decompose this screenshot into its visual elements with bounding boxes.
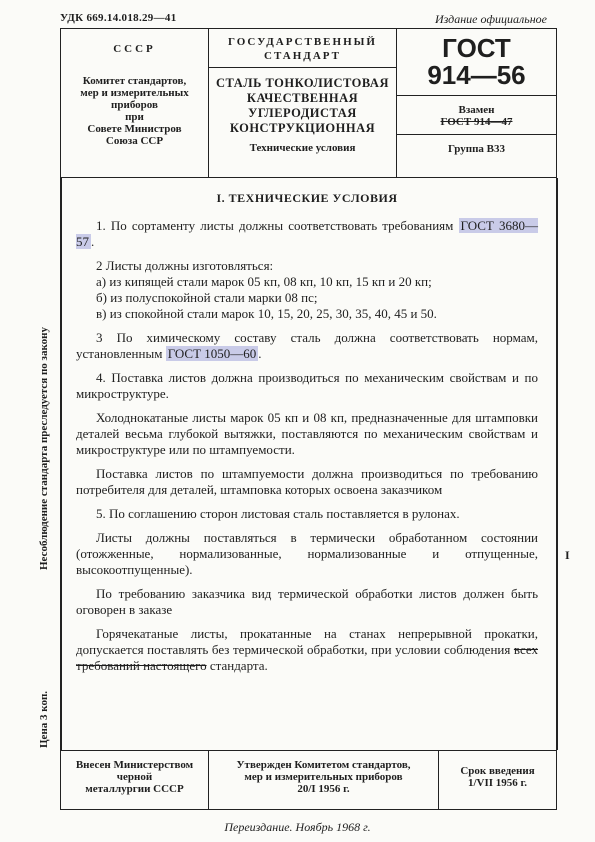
paragraph: Холоднокатаные листы марок 05 кп и 08 кп, предназначенные для штамповки деталей весьма глубокой вытяжки, поставляются по механическим свойствам и микроструктуре или по штампуемости. — [76, 410, 538, 457]
header-table — [60, 28, 557, 178]
paragraph: 4. Поставка листов должна производиться по механическим свойствам и по микроструктуре. — [76, 370, 538, 401]
footer-line: Утвержден Комитетом стандартов, — [236, 759, 411, 771]
state-standard-line: СТАНДАРТ — [264, 50, 341, 62]
list-item: б) из полуспокойной стали марки 08 пс; — [96, 290, 318, 305]
reissue-note: Переиздание. Ноябрь 1968 г. — [224, 820, 371, 834]
title-line: СТАЛЬ ТОНКОЛИСТОВАЯ — [215, 76, 389, 90]
committee-line: приборов — [111, 99, 158, 111]
replaces-value: ГОСТ 914—47 — [440, 116, 513, 128]
footer-line: Внесен Министерством — [75, 759, 194, 771]
udk-code: УДК 669.14.018.29—41 — [60, 12, 177, 24]
paragraph: 5. По соглашению сторон листовая сталь поставляется в рулонах. — [96, 506, 460, 521]
committee-text — [61, 75, 208, 147]
committee-line: Совете Министров — [87, 123, 182, 135]
replaces-box — [397, 96, 556, 135]
committee-line: мер и измерительных — [80, 87, 189, 99]
document-body — [76, 190, 538, 682]
gost-reference-link[interactable]: ГОСТ 1050—60 — [167, 346, 257, 361]
header-title-cell — [209, 29, 397, 177]
list-item: в) из спокойной стали марок 10, 15, 20, 25, 30, 35, 40, 45 и 50. — [96, 306, 437, 321]
footer-line: мер и измерительных приборов — [244, 771, 403, 783]
paragraph — [76, 626, 538, 674]
price-note: Цена 3 коп. — [38, 690, 50, 748]
committee-line: Комитет стандартов, — [82, 75, 187, 87]
gost-reference-link[interactable]: ГОСТ 3680—57 — [76, 218, 538, 249]
introduced-by-cell — [61, 751, 209, 809]
title-line: КОНСТРУКЦИОННАЯ — [229, 121, 376, 135]
gost-number: 914—56 — [427, 60, 526, 90]
paragraph — [76, 218, 538, 250]
edition-note: Издание официальное — [434, 12, 547, 26]
footer-line: металлургии СССР — [85, 783, 184, 795]
footer-line: 20/I 1956 г. — [297, 783, 350, 795]
header-issuer-cell — [61, 29, 209, 177]
right-border — [556, 178, 558, 750]
paragraph-text: стандарта. — [206, 658, 268, 673]
law-notice: Несоблюдение стандарта преследуется по закону — [38, 327, 50, 570]
document-subtitle: Технические условия — [249, 142, 356, 154]
struck-text: всех требований настоящего — [76, 642, 538, 673]
section-title: I. ТЕХНИЧЕСКИЕ УСЛОВИЯ — [216, 191, 398, 205]
gost-number-box — [397, 29, 556, 96]
paragraph-text: 3 По химическому составу сталь должна соответствовать нормам, установленным — [76, 330, 538, 361]
paragraph-text: 1. По сортаменту листы должны соответствовать требованиям — [96, 218, 459, 233]
state-standard-line: ГОСУДАРСТВЕННЫЙ — [228, 36, 377, 48]
header-gost-cell — [397, 29, 556, 177]
paragraph: Листы должны поставляться в термически обработанном состоянии (отожженные, нормализованные, нормализованные и отпущенные, высокоотпущенные). — [76, 530, 538, 577]
paragraph: По требованию заказчика вид термической обработки листов должен быть оговорен в заказе — [76, 586, 538, 617]
ussr-label: СССР — [113, 43, 156, 55]
approved-by-cell — [209, 751, 439, 809]
effective-date-cell — [439, 751, 556, 809]
group-code: Группа В33 — [447, 143, 506, 155]
footer-line: 1/VII 1956 г. — [467, 777, 528, 789]
paragraph-text: Горячекатаные листы, прокатанные на станах непрерывной прокатки, допускается поставлять без термической обработки, при условии соблюдения — [76, 626, 538, 657]
committee-line: при — [125, 111, 144, 123]
state-standard-label — [209, 35, 396, 68]
title-line: УГЛЕРОДИСТАЯ — [248, 106, 357, 120]
footer-line: Срок введения — [460, 765, 535, 777]
list-item: а) из кипящей стали марок 05 кп, 08 кп, 10 кп, 15 кп и 20 кп; — [96, 274, 432, 289]
paragraph-text: . — [258, 346, 262, 361]
paragraph: 2 Листы должны изготовляться: — [96, 258, 274, 273]
paragraph-text: . — [91, 234, 95, 249]
footer-table — [60, 750, 557, 810]
title-line: КАЧЕСТВЕННАЯ — [246, 91, 359, 105]
committee-line: Союза ССР — [105, 135, 164, 147]
replaces-label: Взамен — [458, 104, 495, 116]
footer-line: черной — [116, 771, 153, 783]
document-title — [209, 76, 396, 136]
paragraph: Поставка листов по штампуемости должна производиться по требованию потребителя для деталей, штамповка которых освоена заказчиком — [76, 466, 538, 497]
paragraph — [76, 330, 538, 362]
margin-mark: I — [565, 548, 570, 562]
gost-word: ГОСТ — [442, 33, 511, 63]
left-border — [60, 178, 62, 750]
